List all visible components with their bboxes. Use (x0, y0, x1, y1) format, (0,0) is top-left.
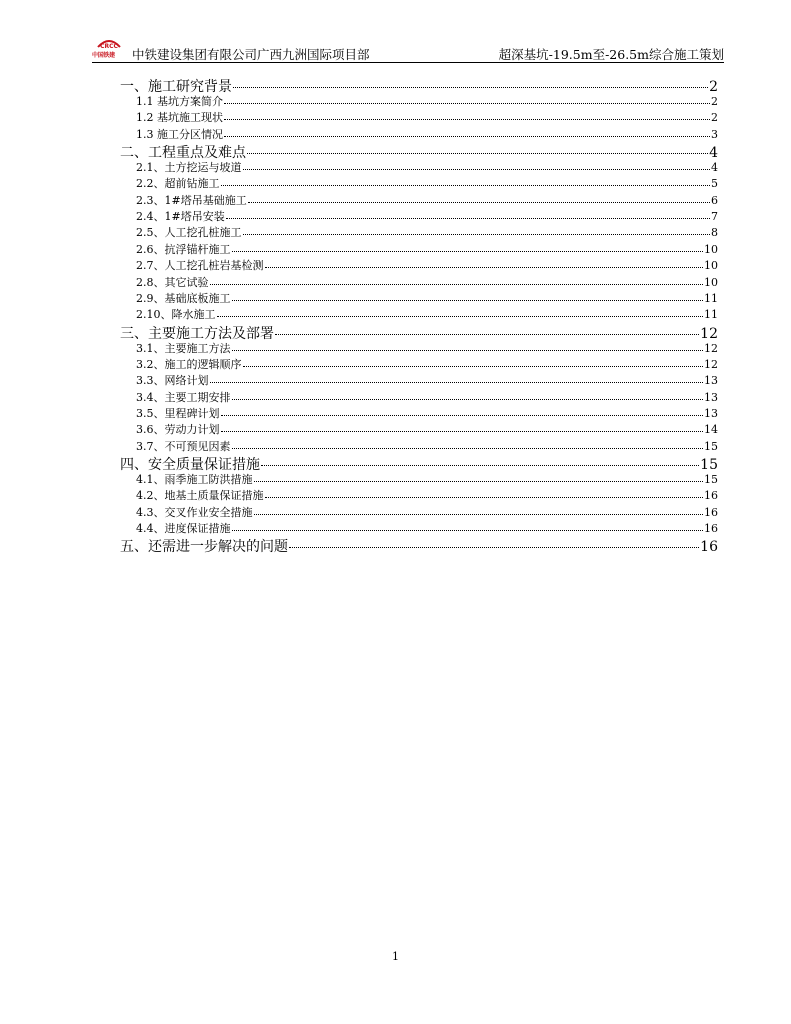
toc-dot-leader (221, 414, 704, 416)
toc-entry-page-number: 10 (704, 242, 718, 256)
toc-dot-leader (248, 201, 710, 203)
toc-chapter-entry[interactable] (120, 142, 718, 162)
toc-dot-leader (243, 233, 711, 235)
toc-entry-label: 4.1、雨季施工防洪措施 (136, 473, 253, 486)
toc-dot-leader (265, 266, 704, 268)
page-number: 1 (392, 950, 399, 963)
toc-section-entry[interactable] (120, 175, 718, 191)
toc-section-entry[interactable] (120, 257, 718, 273)
toc-section-entry[interactable] (120, 224, 718, 240)
toc-section-entry[interactable] (120, 93, 718, 109)
toc-entry-label: 二、工程重点及难点 (120, 145, 246, 162)
toc-entry-page-number: 6 (711, 193, 718, 207)
toc-section-entry[interactable] (120, 109, 718, 125)
toc-entry-page-number: 13 (704, 374, 718, 388)
toc-section-entry[interactable] (120, 504, 718, 520)
toc-entry-page-number: 2 (709, 79, 718, 95)
toc-section-entry[interactable] (120, 389, 718, 405)
toc-entry-page-number: 10 (704, 259, 718, 273)
toc-dot-leader (254, 513, 704, 515)
toc-entry-page-number: 15 (704, 473, 718, 486)
toc-entry-page-number: 12 (700, 325, 718, 342)
toc-section-entry[interactable] (120, 306, 718, 322)
toc-dot-leader (275, 333, 699, 335)
toc-entry-page-number: 3 (711, 127, 718, 141)
toc-entry-page-number: 10 (704, 275, 718, 289)
toc-entry-page-number: 7 (711, 210, 718, 224)
toc-entry-page-number: 2 (711, 111, 718, 125)
toc-entry-page-number: 15 (704, 439, 718, 453)
toc-section-entry[interactable] (120, 192, 718, 208)
toc-entry-label: 3.2、施工的逻辑顺序 (136, 357, 242, 371)
toc-dot-leader (289, 546, 699, 548)
toc-entry-label: 四、安全质量保证措施 (120, 457, 260, 473)
toc-entry-label: 4.4、进度保证措施 (136, 522, 231, 536)
toc-dot-leader (232, 447, 704, 449)
toc-dot-leader (232, 349, 704, 351)
toc-section-entry[interactable] (120, 274, 718, 290)
toc-entry-page-number: 16 (704, 505, 718, 519)
toc-dot-leader (224, 102, 710, 104)
toc-entry-page-number: 11 (704, 291, 718, 305)
toc-entry-page-number: 13 (704, 406, 718, 420)
toc-dot-leader (232, 299, 704, 301)
toc-dot-leader (210, 381, 704, 383)
toc-section-entry[interactable] (120, 487, 718, 503)
toc-entry-label: 3.1、主要施工方法 (136, 341, 231, 355)
toc-entry-page-number: 2 (711, 95, 718, 108)
toc-dot-leader (261, 464, 699, 466)
toc-entry-page-number: 16 (704, 489, 718, 503)
toc-entry-label: 1.3 施工分区情况 (136, 127, 223, 141)
toc-section-entry[interactable] (120, 438, 718, 454)
toc-entry-page-number: 12 (704, 357, 718, 371)
toc-dot-leader (232, 398, 704, 400)
toc-dot-leader (221, 184, 711, 186)
toc-dot-leader (243, 365, 704, 367)
toc-dot-leader (243, 168, 711, 170)
toc-entry-label: 三、主要施工方法及部署 (120, 325, 274, 342)
toc-section-entry[interactable] (120, 356, 718, 372)
toc-dot-leader (210, 283, 704, 285)
toc-entry-page-number: 11 (704, 308, 718, 322)
toc-entry-label: 2.10、降水施工 (136, 308, 216, 322)
toc-section-entry[interactable] (120, 241, 718, 257)
toc-entry-label: 一、施工研究背景 (120, 79, 232, 95)
toc-section-entry[interactable] (120, 208, 718, 224)
toc-section-entry[interactable] (120, 471, 718, 487)
toc-entry-page-number: 4 (711, 161, 718, 175)
toc-dot-leader (247, 152, 708, 154)
toc-section-entry[interactable] (120, 340, 718, 356)
toc-chapter-entry[interactable] (120, 323, 718, 340)
toc-entry-label: 3.7、不可预见因素 (136, 439, 231, 453)
crcc-logo-icon (96, 38, 122, 49)
toc-section-entry[interactable] (120, 421, 718, 437)
logo-text: 中国铁建 (92, 52, 115, 59)
toc-entry-page-number: 14 (704, 423, 718, 437)
toc-entry-page-number: 16 (704, 522, 718, 536)
toc-chapter-entry[interactable] (120, 536, 718, 556)
toc-entry-label: 五、还需进一步解决的问题 (120, 539, 288, 556)
toc-entry-label: 3.3、网络计划 (136, 374, 209, 388)
toc-entry-page-number: 16 (700, 539, 718, 556)
toc-entry-label: 3.4、主要工期安排 (136, 390, 231, 404)
toc-entry-label: 2.3、1#塔吊基础施工 (136, 193, 247, 207)
toc-section-entry[interactable] (120, 159, 718, 175)
toc-entry-label: 2.5、人工挖孔桩施工 (136, 226, 242, 240)
toc-dot-leader (224, 135, 710, 137)
toc-chapter-entry[interactable] (120, 76, 718, 93)
toc-dot-leader (232, 250, 704, 252)
toc-entry-label: 4.2、地基土质量保证措施 (136, 489, 264, 503)
toc-section-entry[interactable] (120, 126, 718, 142)
toc-entry-page-number: 4 (709, 145, 718, 162)
toc-entry-page-number: 15 (700, 457, 718, 473)
company-logo (92, 38, 126, 60)
toc-dot-leader (254, 480, 704, 482)
logo-mark-text: CRCC (100, 43, 118, 49)
toc-dot-leader (233, 86, 708, 88)
toc-entry-label: 2.8、其它试验 (136, 275, 209, 289)
toc-entry-label: 3.5、里程碑计划 (136, 406, 220, 420)
toc-section-entry[interactable] (120, 372, 718, 388)
page-header (92, 36, 724, 63)
toc-entry-label: 4.3、交叉作业安全措施 (136, 505, 253, 519)
toc-dot-leader (217, 315, 704, 317)
toc-entry-page-number: 8 (711, 226, 718, 240)
toc-entry-label: 2.6、抗浮锚杆施工 (136, 242, 231, 256)
toc-section-entry[interactable] (120, 405, 718, 421)
toc-entry-page-number: 5 (711, 177, 718, 191)
toc-entry-label: 2.4、1#塔吊安装 (136, 210, 225, 224)
header-company-name: 中铁建设集团有限公司广西九洲国际项目部 (132, 47, 370, 62)
toc-entry-label: 2.2、超前钻施工 (136, 177, 220, 191)
toc-dot-leader (232, 529, 704, 531)
toc-entry-label: 1.2 基坑施工现状 (136, 111, 223, 125)
toc-section-entry[interactable] (120, 520, 718, 536)
toc-dot-leader (221, 430, 704, 432)
toc-section-entry[interactable] (120, 290, 718, 306)
toc-entry-label: 3.6、劳动力计划 (136, 423, 220, 437)
toc-entry-page-number: 13 (704, 390, 718, 404)
toc-entry-label: 2.1、土方挖运与坡道 (136, 161, 242, 175)
toc-dot-leader (224, 118, 710, 120)
toc-entry-label: 1.1 基坑方案简介 (136, 95, 223, 108)
toc-entry-label: 2.9、基础底板施工 (136, 291, 231, 305)
toc-dot-leader (226, 217, 710, 219)
toc-entry-page-number: 12 (704, 341, 718, 355)
header-document-title: 超深基坑-19.5m至-26.5m综合施工策划 (498, 47, 724, 62)
toc-dot-leader (265, 496, 704, 498)
toc-entry-label: 2.7、人工挖孔桩岩基检测 (136, 259, 264, 273)
toc-chapter-entry[interactable] (120, 454, 718, 471)
